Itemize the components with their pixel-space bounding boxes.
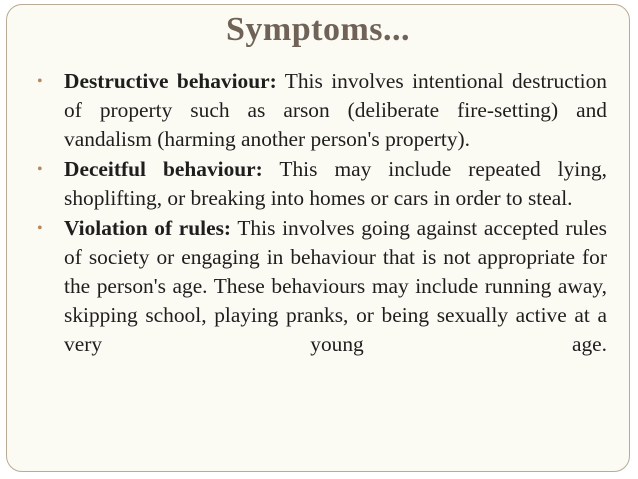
bullet-icon: • xyxy=(37,220,43,237)
content-panel xyxy=(6,4,630,472)
bullet-term: Destructive behaviour: xyxy=(64,69,277,93)
bullet-text: This involves intentional destruction of property such as arson (deliberate fire-setting) and vandalism (harming another person's property). xyxy=(64,69,607,151)
bullet-icon: • xyxy=(37,73,43,90)
bullet-term: Violation of rules: xyxy=(64,216,232,240)
bullet-item-destructive xyxy=(37,67,607,154)
bullet-text: This involves going against accepted rules of society or engaging in behaviour that is not appropriate for the person's age. These behaviours may include running away, skipping school, playing pranks, or being sexually active at a very young age. xyxy=(64,216,607,356)
bullet-icon: • xyxy=(37,161,43,178)
bullet-text: This may include repeated lying, shoplifting, or breaking into homes or cars in order to steal. xyxy=(64,157,607,210)
bullet-list xyxy=(37,67,607,360)
bullet-item-violation xyxy=(37,214,607,359)
slide-title: Symptoms... xyxy=(225,11,411,48)
bullet-term: Deceitful behaviour: xyxy=(64,157,263,181)
bullet-item-deceitful xyxy=(37,155,607,213)
